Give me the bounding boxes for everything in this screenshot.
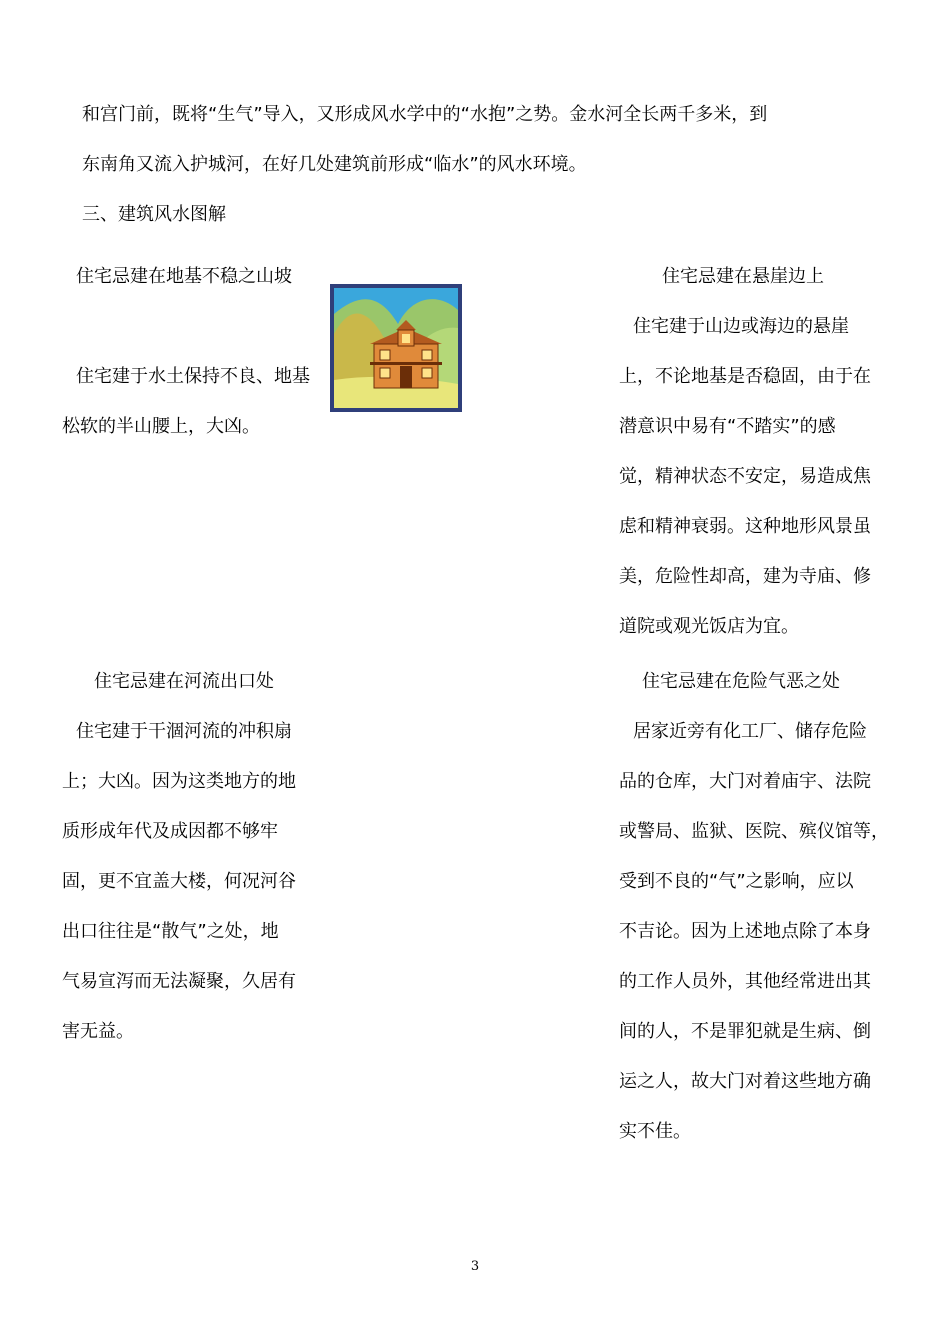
- item-title-cliff: 住宅忌建在悬崖边上: [662, 266, 824, 287]
- item-body-slope: [62, 366, 310, 466]
- body-line: 觉，精神状态不安定，易造成焦: [619, 466, 871, 487]
- intro-line-2: 东南角又流入护城河，在好几处建筑前形成“临水”的风水环境。: [82, 154, 587, 175]
- item-body-cliff: [619, 316, 871, 666]
- item-title-slope: 住宅忌建在地基不稳之山坡: [76, 266, 292, 287]
- house-on-hillside-illustration: [330, 284, 462, 412]
- body-line: 或警局、监狱、医院、殡仪馆等，: [619, 821, 889, 842]
- body-line: 上；大凶。因为这类地方的地: [62, 771, 296, 792]
- section-heading: 三、建筑风水图解: [82, 204, 226, 225]
- page-number: 3: [470, 1259, 480, 1274]
- intro-line-1: 和宫门前，既将“生气”导入，又形成风水学中的“水抱”之势。金水河全长两千多米，到: [82, 104, 768, 125]
- body-line: 住宅建于干涸河流的冲积扇: [76, 721, 292, 742]
- body-line: 居家近旁有化工厂、储存危险: [633, 721, 867, 742]
- body-line: 不吉论。因为上述地点除了本身: [619, 921, 871, 942]
- body-line: 上，不论地基是否稳固，由于在: [619, 366, 871, 387]
- item-title-danger: 住宅忌建在危险气恶之处: [642, 671, 840, 692]
- body-line: 害无益。: [62, 1021, 134, 1042]
- body-line: 质形成年代及成因都不够牢: [62, 821, 278, 842]
- body-line: 的工作人员外，其他经常进出其: [619, 971, 871, 992]
- body-line: 运之人，故大门对着这些地方确: [619, 1071, 871, 1092]
- body-line: 品的仓库，大门对着庙宇、法院: [619, 771, 871, 792]
- body-line: 气易宣泻而无法凝聚，久居有: [62, 971, 296, 992]
- item-title-river: 住宅忌建在河流出口处: [94, 671, 274, 692]
- body-line: 固，更不宜盖大楼，何况河谷: [62, 871, 296, 892]
- body-line: 潜意识中易有“不踏实”的感: [619, 416, 836, 437]
- item-body-river: [62, 721, 296, 1071]
- body-line: 虑和精神衰弱。这种地形风景虽: [619, 516, 871, 537]
- body-line: 美，危险性却高，建为寺庙、修: [619, 566, 871, 587]
- body-line: 实不佳。: [619, 1121, 691, 1142]
- body-line: 松软的半山腰上，大凶。: [62, 416, 260, 437]
- body-line: 受到不良的“气”之影响，应以: [619, 871, 854, 892]
- body-line: 道院或观光饭店为宜。: [619, 616, 799, 637]
- body-line: 住宅建于山边或海边的悬崖: [633, 316, 849, 337]
- body-line: 住宅建于水土保持不良、地基: [76, 366, 310, 387]
- body-line: 间的人，不是罪犯就是生病、倒: [619, 1021, 871, 1042]
- body-line: 出口往往是“散气”之处，地: [62, 921, 279, 942]
- item-body-danger: [619, 721, 889, 1171]
